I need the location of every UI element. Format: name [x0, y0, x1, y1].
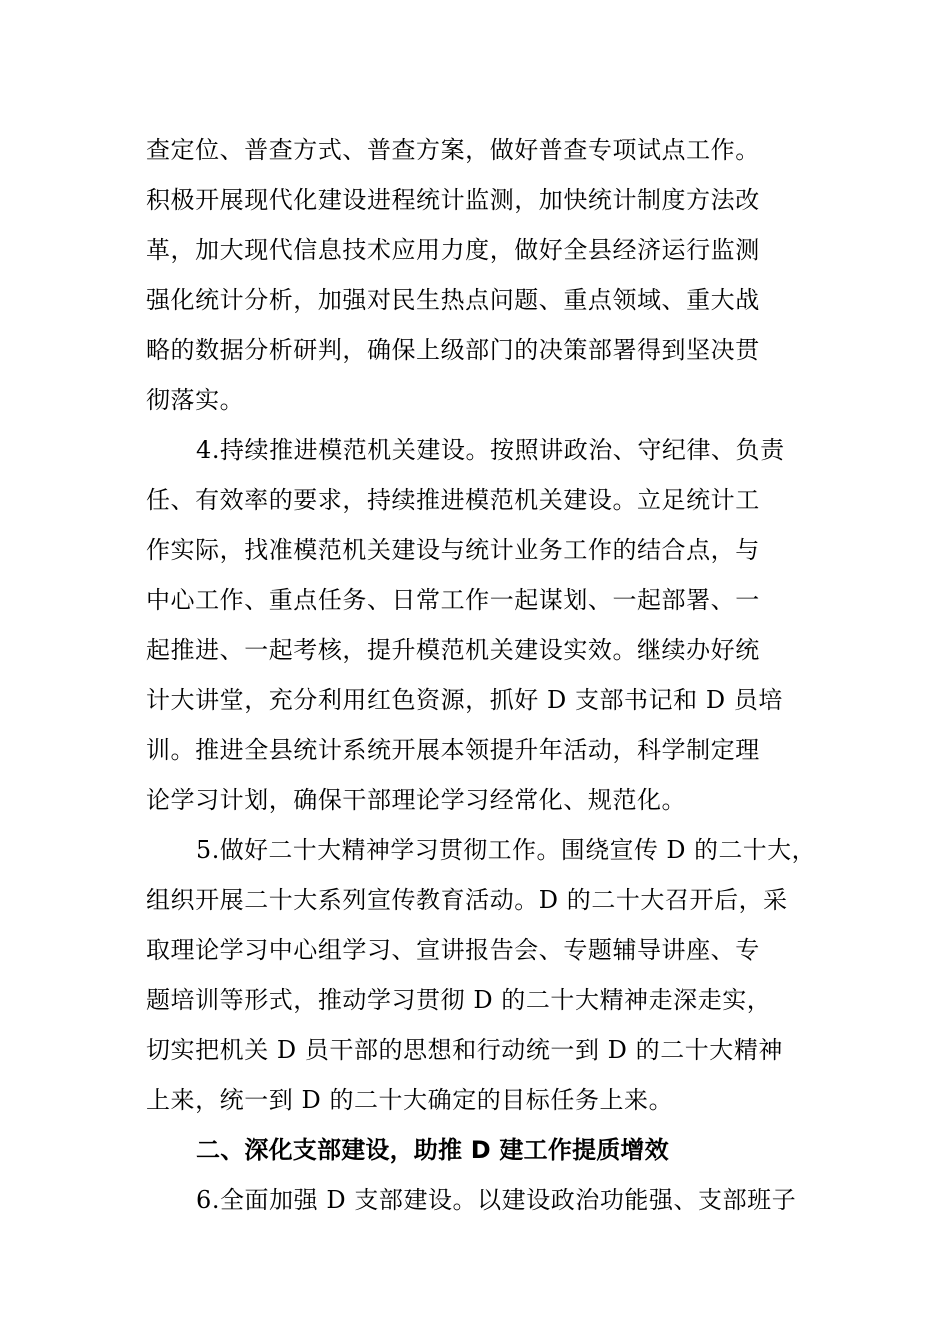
text-line: 组织开展二十大系列宣传教育活动。D 的二十大召开后，采 — [146, 886, 788, 914]
text-line: 积极开展现代化建设进程统计监测，加快统计制度方法改 — [146, 186, 760, 214]
text-line: 彻落实。 — [146, 386, 245, 414]
text-line: 计大讲堂，充分利用红色资源，抓好 D 支部书记和 D 员培 — [146, 686, 783, 714]
text-line: 任、有效率的要求，持续推进模范机关建设。立足统计工 — [146, 486, 760, 514]
text-line: 作实际，找准模范机关建设与统计业务工作的结合点，与 — [146, 536, 760, 564]
text-line: 取理论学习中心组学习、宣讲报告会、专题辅导讲座、专 — [146, 936, 760, 964]
text-line: 起推进、一起考核，提升模范机关建设实效。继续办好统 — [146, 636, 760, 664]
section-heading: 二、深化支部建设，助推 D 建工作提质增效 — [196, 1136, 669, 1164]
text-line: 查定位、普查方式、普查方案，做好普查专项试点工作。 — [146, 136, 760, 164]
text-line: 中心工作、重点任务、日常工作一起谋划、一起部署、一 — [146, 586, 760, 614]
text-line: 强化统计分析，加强对民生热点问题、重点领域、重大战 — [146, 286, 760, 314]
paragraph-start-line: 4.持续推进模范机关建设。按照讲政治、守纪律、负责 — [196, 436, 785, 464]
text-line: 训。推进全县统计系统开展本领提升年活动，科学制定理 — [146, 736, 760, 764]
text-line: 上来，统一到 D 的二十大确定的目标任务上来。 — [146, 1086, 674, 1114]
text-line: 切实把机关 D 员干部的思想和行动统一到 D 的二十大精神 — [146, 1036, 783, 1064]
paragraph-start-line: 5.做好二十大精神学习贯彻工作。围绕宣传 D 的二十大， — [196, 836, 816, 864]
text-line: 略的数据分析研判，确保上级部门的决策部署得到坚决贯 — [146, 336, 760, 364]
text-line: 论学习计划，确保干部理论学习经常化、规范化。 — [146, 786, 687, 814]
text-line: 题培训等形式，推动学习贯彻 D 的二十大精神走深走实， — [146, 986, 772, 1014]
text-line: 革，加大现代信息技术应用力度，做好全县经济运行监测 — [146, 236, 760, 264]
paragraph-start-line: 6.全面加强 D 支部建设。以建设政治功能强、支部班子 — [196, 1186, 797, 1214]
